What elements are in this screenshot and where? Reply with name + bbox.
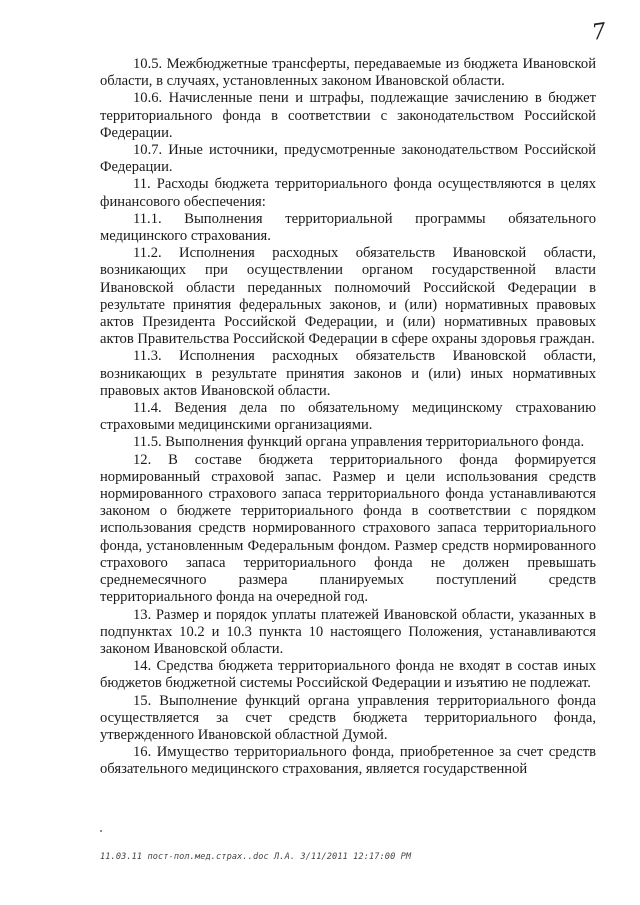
paragraph-11: 11. Расходы бюджета территориального фонда осуществляются в целях финансового обеспечения: [100,176,596,210]
document-body [100,56,596,779]
paragraph-11-1: 11.1. Выполнения территориальной программы обязательного медицинского страхования. [100,210,596,245]
paragraph-11-3: 11.3. Исполнения расходных обязательств Ивановской области, возникающих в результате принятия законов и (или) иных нормативных правовых актов Ивановской области. [100,348,596,399]
paragraph-14: 14. Средства бюджета территориального фонда не входят в состав иных бюджетов бюджетной системы Российской Федерации и изъятию не подлежат. [100,658,596,692]
document-footer: 11.03.11 пост-пол.мед.страх..doc Л.А. 3/11/2011 12:17:00 PM [100,852,412,862]
page-number: 7 [590,19,608,46]
paragraph-11-4: 11.4. Ведения дела по обязательному медицинскому страхованию страховыми медицинскими организациями. [100,400,596,434]
paragraph-13: 13. Размер и порядок уплаты платежей Ивановской области, указанных в подпунктах 10.2 и 10.3 пункта 10 настоящего Положения, устанавливаются законом Ивановской области. [100,606,596,657]
paragraph-10-7: 10.7. Иные источники, предусмотренные законодательством Российской Федерации. [100,142,596,176]
paragraph-11-2: 11.2. Исполнения расходных обязательств Ивановской области, возникающих при осуществлении органом государственной власти Ивановской области переданных полномочий Российской Федерации в результате принятия федеральных законов, и (или) нормативных правовых актов Президента Российской Федерации, и (или) нормативных правовых актов Правительства Российской Федерации в сфере охраны здоровья граждан. [100,245,596,348]
paragraph-16: 16. Имущество территориального фонда, приобретенное за счет средств обязательного медицинского страхования, является государственной [100,744,596,778]
scan-speck [100,830,102,832]
paragraph-10-5: 10.5. Межбюджетные трансферты, передаваемые из бюджета Ивановской области, в случаях, установленных законом Ивановской области. [100,56,596,90]
paragraph-15: 15. Выполнение функций органа управления территориального фонда осуществляется за счет средств бюджета территориального фонда, утвержденного Ивановской областной Думой. [100,692,596,743]
paragraph-12: 12. В составе бюджета территориального фонда формируется нормированный страховой запас. Размер и цели использования средств нормированного страхового запаса территориального фонда устанавливаются законом о бюджете территориального фонда в соответствии с порядком использования средств нормированного страхового запаса территориального фонда, установленным Федеральным фондом. Размер средств нормированного страхового запаса территориального фонда не должен превышать среднемесячного размера планируемых поступлений средств территориального фонда на очередной год. [100,451,596,606]
paragraph-10-6: 10.6. Начисленные пени и штрафы, подлежащие зачислению в бюджет территориального фонда в соответствии с законодательством Российской Федерации. [100,90,596,141]
paragraph-11-5: 11.5. Выполнения функций органа управления территориального фонда. [133,434,585,451]
